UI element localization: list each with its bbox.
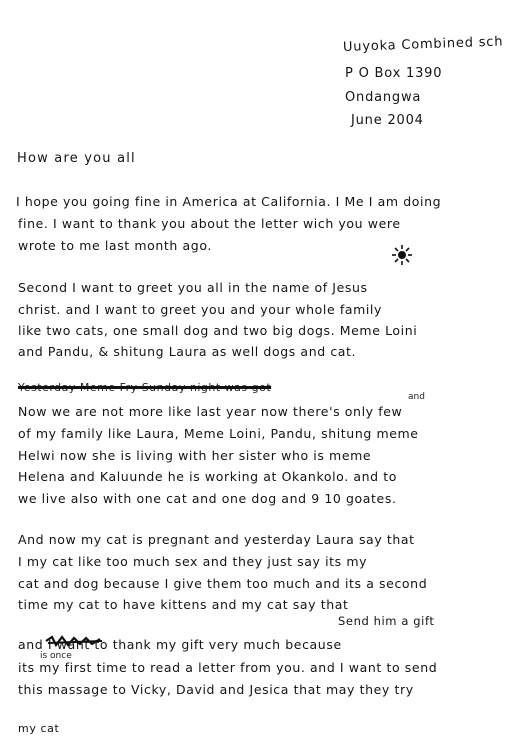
- sun-doodle-icon: [390, 244, 414, 266]
- paragraph-4-line-4: time my cat to have kittens and my cat say that: [18, 597, 349, 612]
- paragraph-4-line-5: Send him a gift: [338, 614, 435, 628]
- paragraph-2-line-2: christ. and I want to greet you and your whole family: [18, 302, 382, 317]
- paragraph-3-line-3: Helwi now she is living with her sister who is meme: [18, 448, 372, 463]
- paragraph-3-line-2: of my family like Laura, Meme Loini, Pandu, shitung meme: [18, 426, 419, 441]
- paragraph-5-line-2: its my first time to read a letter from you. and I want to send: [18, 660, 438, 675]
- address-line-2: P O Box 1390: [345, 66, 443, 81]
- paragraph-3-line-5: we live also with one cat and one dog and 9 10 goates.: [18, 491, 397, 506]
- greeting: How are you all: [17, 151, 136, 166]
- address-line-4: June 2004: [351, 113, 424, 128]
- footer-text: my cat: [18, 722, 60, 735]
- paragraph-1-line-3: wrote to me last month ago.: [18, 238, 212, 253]
- address-line-1: Uuyoka Combined sch: [342, 34, 504, 55]
- struck-out-line: Yesterday Meme Fry Sunday night was got: [18, 381, 272, 394]
- paragraph-3-insert: and: [408, 392, 425, 402]
- paragraph-2-line-4: and Pandu, & shitung Laura as well dogs and cat.: [18, 344, 357, 359]
- paragraph-4-line-2: I my cat like too much sex and they just say its my: [18, 554, 368, 569]
- paragraph-5-insert: is once: [40, 651, 72, 661]
- paragraph-3-line-4: Helena and Kaluunde he is working at Okankolo. and to: [18, 469, 397, 484]
- address-line-3: Ondangwa: [345, 90, 422, 105]
- paragraph-4-line-3: cat and dog because I give them too much and its a second: [18, 576, 428, 591]
- paragraph-5-line-3: this massage to Vicky, David and Jesica that may they try: [18, 682, 414, 697]
- paragraph-1-line-2: fine. I want to thank you about the letter wich you were: [18, 216, 401, 231]
- paragraph-1-line-1: I hope you going fine in America at California. I Me I am doing: [16, 194, 442, 209]
- paragraph-2-line-3: like two cats, one small dog and two big dogs. Meme Loini: [18, 323, 418, 338]
- paragraph-3-line-1: Now we are not more like last year now there's only few: [18, 404, 403, 419]
- paragraph-4-line-1: And now my cat is pregnant and yesterday Laura say that: [18, 532, 415, 547]
- paragraph-5-line-1: and I want to thank my gift very much because: [18, 637, 342, 652]
- paragraph-2-line-1: Second I want to greet you all in the name of Jesus: [18, 280, 368, 295]
